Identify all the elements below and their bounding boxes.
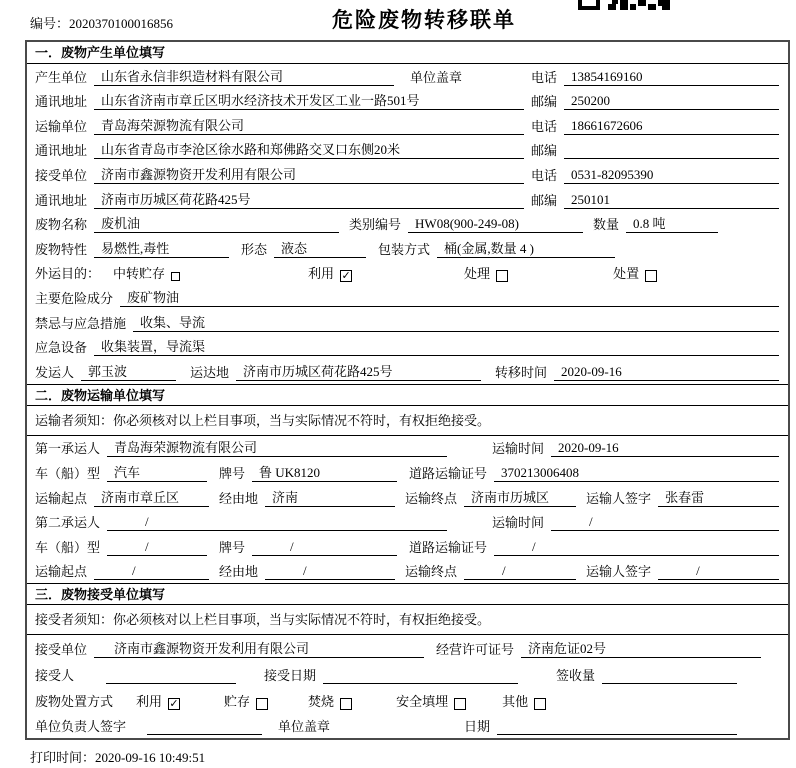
- producer-phone: 13854169160: [564, 69, 779, 86]
- accept-unit-label: 接受单位: [35, 642, 88, 658]
- accept-date-label: 接受日期: [264, 667, 317, 683]
- via-label: 经由地: [219, 490, 259, 506]
- taboo-value: 收集、导流: [133, 312, 779, 332]
- carrier-sign-label: 运输人签字: [586, 564, 652, 580]
- phone-label: 电话: [530, 118, 557, 134]
- print-time-value: 2020-09-16 10:49:51: [95, 750, 206, 765]
- option-label: 中转贮存: [113, 266, 166, 282]
- purpose-option: [613, 263, 657, 282]
- option-label: 贮存: [224, 693, 251, 709]
- transport-time2: /: [551, 514, 779, 531]
- shipper-label: 发运人: [35, 364, 75, 380]
- taboo-label: 禁忌与应急措施: [35, 315, 127, 331]
- producer-value: 山东省永信非织造材料有限公司: [94, 66, 394, 86]
- carrier2-value: /: [107, 514, 447, 531]
- row-producer: [27, 64, 788, 89]
- row-shipper: [27, 359, 788, 384]
- section1-title: 一．废物产生单位填写: [27, 42, 788, 64]
- permit-label: 道路运输证号: [409, 465, 488, 481]
- signed-qty-label: 签收量: [556, 667, 596, 683]
- receiver-phone: 0531-82095390: [564, 167, 779, 184]
- waste-props-label: 废物特性: [35, 241, 88, 257]
- transporter-phone: 18661672606: [564, 118, 779, 135]
- responsible-sign-label: 单位负责人签字: [35, 719, 127, 735]
- transport-time-label: 运输时间: [491, 441, 544, 457]
- waste-props: 易燃性,毒性: [94, 238, 229, 258]
- disposal-option: [224, 691, 268, 710]
- packing-label: 包装方式: [378, 241, 431, 257]
- page-header: [0, 0, 796, 40]
- receiver-address: 济南市历城区荷花路425号: [94, 189, 524, 209]
- carrier1-value: 青岛海荣源物流有限公司: [107, 437, 447, 457]
- stamp-label: 单位盖章: [410, 69, 463, 85]
- hazard-value: 废矿物油: [120, 287, 779, 307]
- plate-value: 鲁 UK8120: [252, 462, 397, 482]
- acceptor-label: 接受人: [35, 667, 75, 683]
- permit-label: 道路运输证号: [409, 539, 488, 555]
- row-waste-props: [27, 236, 788, 261]
- option-label: 利用: [136, 693, 163, 709]
- row-vehicle1: [27, 460, 788, 485]
- purpose-option: [113, 263, 180, 282]
- checkbox-treat[interactable]: [496, 270, 508, 282]
- row-acceptor: [27, 661, 788, 687]
- checkbox-dispose[interactable]: [645, 270, 657, 282]
- permit-value: 370213006408: [494, 465, 779, 482]
- transfer-time: 2020-09-16: [554, 364, 779, 381]
- row-vehicle2: [27, 534, 788, 559]
- option-label: 利用: [308, 266, 335, 282]
- waste-form-label: 形态: [241, 241, 268, 257]
- serial-number: [30, 13, 173, 32]
- vehicle-type: 汽车: [107, 462, 207, 482]
- carrier-signature2: /: [658, 563, 779, 580]
- checkbox-other[interactable]: [534, 698, 546, 710]
- transfer-time-label: 转移时间: [495, 364, 548, 380]
- endpoint-label: 运输终点: [405, 564, 458, 580]
- row-equipment: [27, 335, 788, 360]
- checkbox-landfill[interactable]: [454, 698, 466, 710]
- producer-address: 山东省济南市章丘区明水经济技术开发区工业一路501号: [94, 90, 524, 110]
- disposal-label: 废物处置方式: [35, 693, 114, 709]
- option-label: 安全填埋: [396, 693, 449, 709]
- accept-date: [323, 683, 518, 684]
- responsible-signature: [147, 734, 262, 735]
- disposal-option: [308, 691, 352, 710]
- row-carrier2: [27, 510, 788, 535]
- receiver-value: 济南市鑫源物资开发利用有限公司: [94, 164, 524, 184]
- plate-label: 牌号: [219, 539, 246, 555]
- serial-label: 编号：: [30, 16, 70, 31]
- destination-label: 运达地: [190, 364, 230, 380]
- receiver-label: 接受单位: [35, 167, 88, 183]
- shipper-value: 郭玉波: [81, 361, 176, 381]
- checkbox-utilize[interactable]: ✓: [341, 270, 351, 283]
- phone-label: 电话: [530, 69, 557, 85]
- origin-value2: /: [94, 563, 209, 580]
- waste-name: 废机油: [94, 213, 339, 233]
- transporter-zip: [564, 158, 779, 159]
- address-label: 通讯地址: [35, 94, 88, 110]
- transporter-notice: 运输者须知：你必须核对以上栏目事项，当与实际情况不符时，有权拒绝接受。: [27, 406, 788, 436]
- checkbox-disposal-utilize[interactable]: ✓: [169, 697, 179, 710]
- plate-label: 牌号: [219, 465, 246, 481]
- hazard-label: 主要危险成分: [35, 290, 114, 306]
- endpoint-value2: /: [464, 563, 576, 580]
- origin-label: 运输起点: [35, 564, 88, 580]
- receiver-zip: 250101: [564, 192, 779, 209]
- waste-qty-label: 数量: [593, 217, 620, 233]
- row-route2: [27, 559, 788, 584]
- serial-value: 2020370100016856: [69, 16, 174, 31]
- origin-value: 济南市章丘区: [94, 487, 209, 507]
- sign-date: [497, 734, 737, 735]
- waste-form: 液态: [274, 238, 366, 258]
- disposal-option: [136, 691, 180, 710]
- via-value2: /: [265, 563, 395, 580]
- row-transporter-address: [27, 138, 788, 163]
- equipment-label: 应急设备: [35, 340, 88, 356]
- purpose-option: [464, 263, 508, 282]
- accept-unit-value: 济南市鑫源物资开发利用有限公司: [94, 638, 424, 658]
- license-label: 经营许可证号: [436, 642, 515, 658]
- row-accept-unit: [27, 635, 788, 661]
- carrier1-label: 第一承运人: [35, 441, 101, 457]
- origin-label: 运输起点: [35, 490, 88, 506]
- option-label: 焚烧: [308, 693, 335, 709]
- checkbox-transfer-storage[interactable]: [171, 272, 180, 281]
- row-receiver: [27, 162, 788, 187]
- plate-value2: /: [252, 539, 397, 556]
- producer-zip: 250200: [564, 93, 779, 110]
- waste-code-label: 类别编号: [349, 217, 402, 233]
- permit-value2: /: [494, 539, 779, 556]
- endpoint-value: 济南市历城区: [464, 487, 576, 507]
- row-disposal: [27, 687, 788, 713]
- waste-code: HW08(900-249-08): [408, 216, 583, 233]
- checkbox-storage[interactable]: [256, 698, 268, 710]
- row-hazard: [27, 285, 788, 310]
- vehicle-type2: /: [107, 539, 207, 556]
- checkbox-incinerate[interactable]: [340, 698, 352, 710]
- option-label: 其他: [502, 693, 529, 709]
- via-value: 济南: [265, 487, 395, 507]
- print-time: [30, 747, 205, 766]
- section2-title: 二．废物运输单位填写: [27, 384, 788, 406]
- row-purpose: [27, 261, 788, 286]
- row-taboo: [27, 310, 788, 335]
- waste-qty: 0.8 吨: [626, 213, 718, 233]
- waste-name-label: 废物名称: [35, 217, 88, 233]
- address-label: 通讯地址: [35, 192, 88, 208]
- unit-stamp-label: 单位盖章: [278, 719, 331, 735]
- disposal-option: [396, 691, 466, 710]
- transporter-label: 运输单位: [35, 118, 88, 134]
- zip-label: 邮编: [530, 143, 557, 159]
- qr-code-fragment-icon: [578, 0, 670, 10]
- vehicle-type-label: 车（船）型: [35, 465, 101, 481]
- option-label: 处置: [613, 266, 640, 282]
- zip-label: 邮编: [530, 192, 557, 208]
- producer-label: 产生单位: [35, 69, 88, 85]
- endpoint-label: 运输终点: [405, 490, 458, 506]
- row-receiver-address: [27, 187, 788, 212]
- row-carrier1: [27, 436, 788, 461]
- purpose-label: 外运目的：: [35, 266, 101, 282]
- transporter-address: 山东省青岛市李沧区徐水路和郑佛路交叉口东侧20米: [94, 139, 524, 159]
- zip-label: 邮编: [530, 94, 557, 110]
- phone-label: 电话: [530, 167, 557, 183]
- disposal-option: [502, 691, 546, 710]
- section3-title: 三．废物接受单位填写: [27, 583, 788, 605]
- address-label: 通讯地址: [35, 143, 88, 159]
- print-time-label: 打印时间：: [30, 750, 96, 765]
- row-waste-name: [27, 212, 788, 237]
- receiver-notice: 接受者须知：你必须核对以上栏目事项，当与实际情况不符时，有权拒绝接受。: [27, 605, 788, 635]
- row-route1: [27, 485, 788, 510]
- page-title: 危险废物转移联单: [332, 8, 516, 32]
- row-producer-address: [27, 89, 788, 114]
- carrier2-label: 第二承运人: [35, 515, 101, 531]
- row-responsible-sign: [27, 713, 788, 739]
- transporter-value: 青岛海荣源物流有限公司: [94, 115, 524, 135]
- carrier-signature: 张春雷: [658, 487, 779, 507]
- manifest-form: [25, 40, 790, 740]
- purpose-option: [308, 263, 352, 282]
- destination-value: 济南市历城区荷花路425号: [236, 361, 481, 381]
- vehicle-type-label: 车（船）型: [35, 539, 101, 555]
- acceptor-value: [106, 683, 236, 684]
- transport-time-label: 运输时间: [491, 515, 544, 531]
- equipment-value: 收集装置，导流渠: [94, 336, 779, 356]
- date-label: 日期: [463, 719, 490, 735]
- option-label: 处理: [464, 266, 491, 282]
- row-transporter: [27, 113, 788, 138]
- license-value: 济南危证02号: [521, 638, 761, 658]
- signed-qty: [602, 683, 737, 684]
- packing-value: 桶(金属,数量 4 ): [437, 238, 615, 258]
- via-label: 经由地: [219, 564, 259, 580]
- carrier-sign-label: 运输人签字: [586, 490, 652, 506]
- transport-time: 2020-09-16: [551, 440, 779, 457]
